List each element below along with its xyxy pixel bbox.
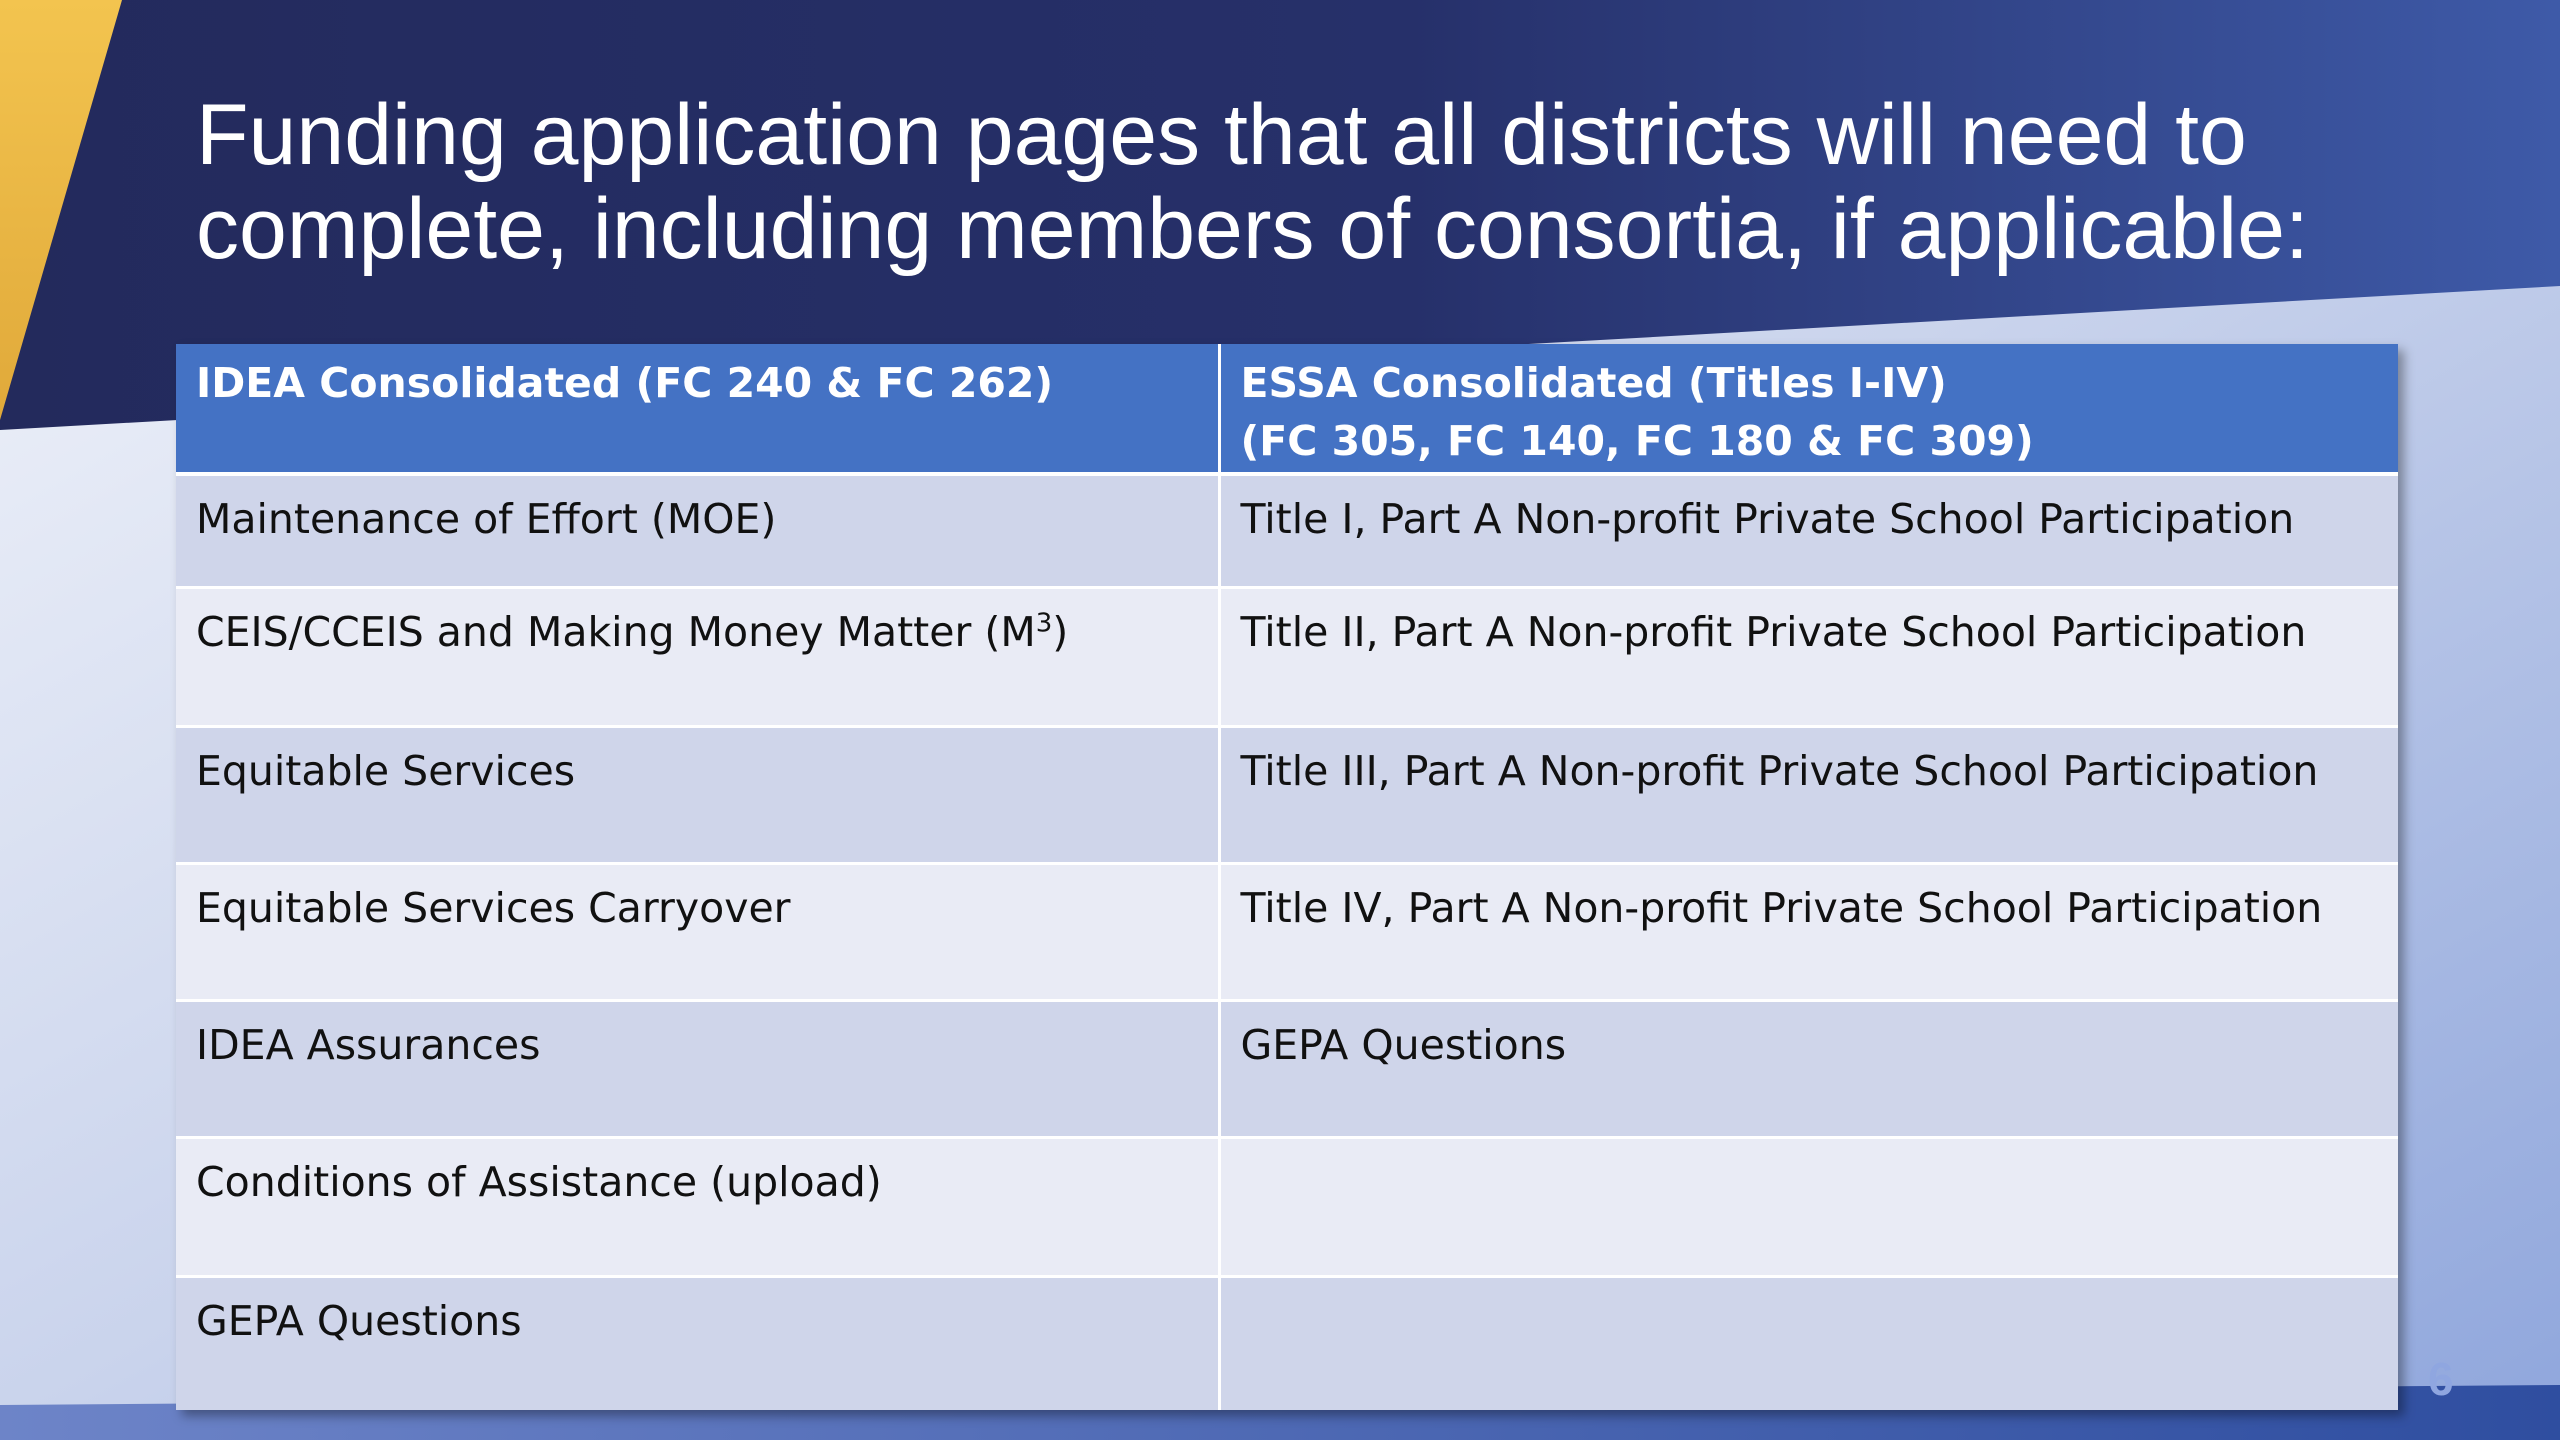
- table-row: [176, 864, 2398, 1001]
- idea-cell-text-end: ): [1052, 608, 1069, 656]
- essa-cell: [1219, 1277, 2398, 1411]
- idea-cell: GEPA Questions: [176, 1277, 1219, 1411]
- idea-cell: Maintenance of Effort (MOE): [176, 474, 1219, 588]
- table-row: [176, 1001, 2398, 1138]
- slide-title: [196, 88, 2436, 276]
- header-idea: [176, 344, 1219, 474]
- idea-cell: Equitable Services: [176, 727, 1219, 864]
- table-header-row: [176, 344, 2398, 474]
- essa-cell: GEPA Questions: [1219, 1001, 2398, 1138]
- table-row: [176, 727, 2398, 864]
- idea-cell: [176, 588, 1219, 727]
- table-row: [176, 1277, 2398, 1411]
- superscript-3: 3: [1035, 608, 1053, 639]
- header-idea-label: IDEA Consolidated (FC 240 & FC 262): [196, 359, 1054, 407]
- header-essa-line-1: ESSA Consolidated (Titles I-IV): [1240, 359, 1947, 407]
- essa-cell: [1219, 1138, 2398, 1277]
- funding-pages-table: [176, 344, 2398, 1410]
- essa-cell: Title II, Part A Non-profit Private School Participation: [1219, 588, 2398, 727]
- table-row: [176, 588, 2398, 727]
- idea-cell: Conditions of Assistance (upload): [176, 1138, 1219, 1277]
- slide-title-line-2: complete, including members of consortia, if applicable:: [196, 181, 2309, 277]
- essa-cell: Title IV, Part A Non-profit Private School Participation: [1219, 864, 2398, 1001]
- table-row: [176, 1138, 2398, 1277]
- idea-cell: IDEA Assurances: [176, 1001, 1219, 1138]
- header-essa-line-2: (FC 305, FC 140, FC 180 & FC 309): [1240, 417, 2034, 465]
- slide-title-line-1: Funding application pages that all districts will need to: [196, 87, 2247, 183]
- idea-cell-text: CEIS/CCEIS and Making Money Matter (M: [196, 608, 1036, 656]
- essa-cell: Title I, Part A Non-profit Private School Participation: [1219, 474, 2398, 588]
- essa-cell: Title III, Part A Non-profit Private School Participation: [1219, 727, 2398, 864]
- idea-cell: Equitable Services Carryover: [176, 864, 1219, 1001]
- table-row: [176, 474, 2398, 588]
- header-essa: [1219, 344, 2398, 474]
- page-number: 6: [2428, 1353, 2454, 1405]
